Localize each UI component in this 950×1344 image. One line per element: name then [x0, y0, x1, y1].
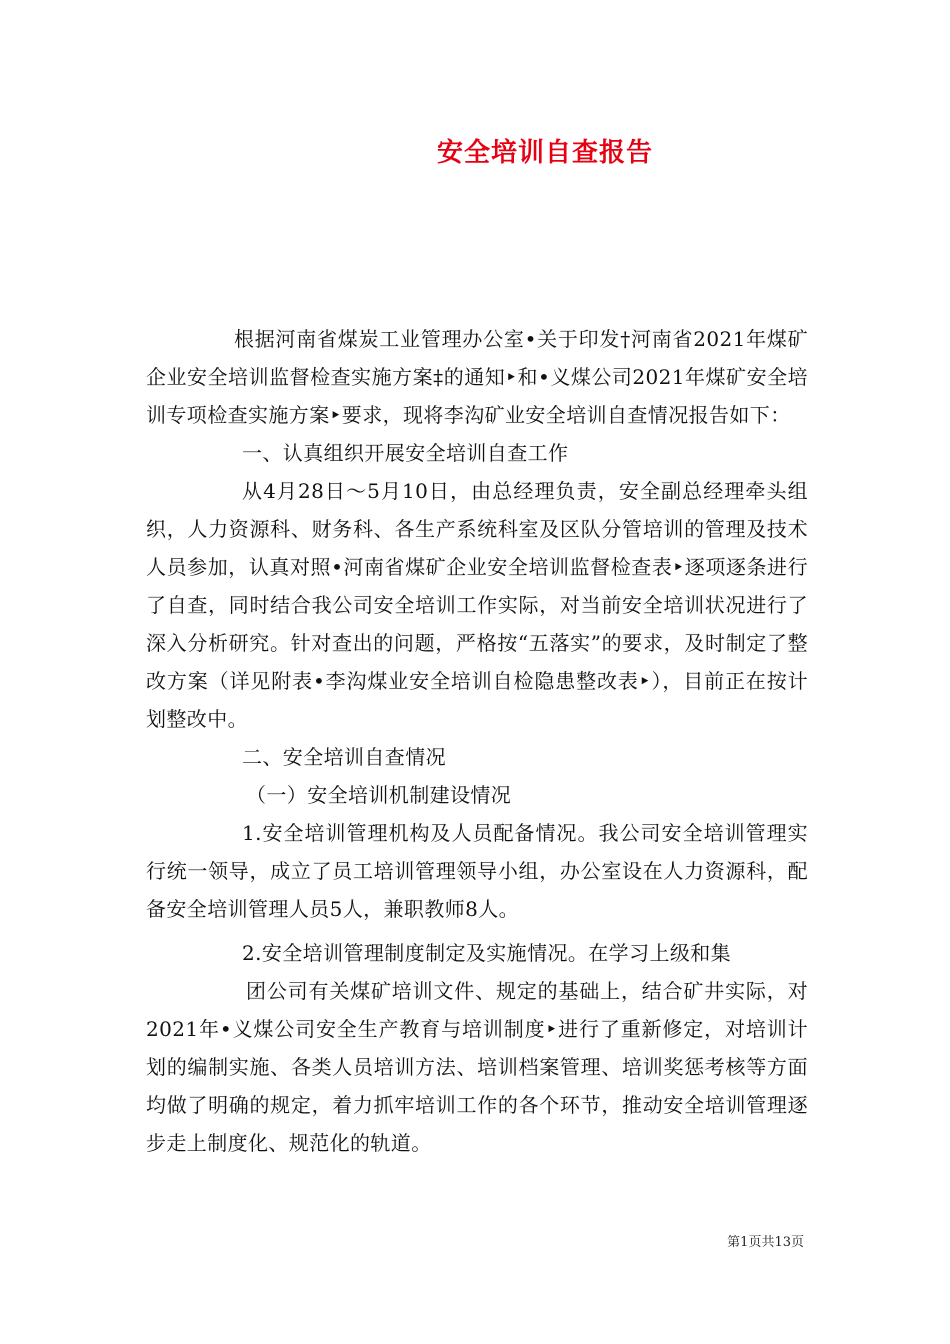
- section-heading-1: 一、认真组织开展安全培训自查工作: [242, 441, 569, 465]
- item-2-continuation: 团公司有关煤矿培训文件、规定的基础上，结合矿井实际，对2021年•义煤公司安全生产教育与培训制度‣进行了重新修定，对培训计划的编制实施、各类人员培训方法、培训档案管理、培训奖惩考核等方面均做了明确的规定，着力抓牢培训工作的各个环节，推动安全培训管理逐步走上制度化、规范化的轨道。: [146, 979, 808, 1155]
- item-2-paragraph: 2.安全培训管理制度制定及实施情况。在学习上级和集: [242, 941, 732, 965]
- subsection-heading-1: （一）安全培训机制建设情况: [246, 783, 512, 807]
- section-heading-2: 二、安全培训自查情况: [242, 745, 446, 769]
- page-title: 安全培训自查报告: [436, 138, 653, 168]
- item-1-paragraph: 1.安全培训管理机构及人员配备情况。我公司安全培训管理实行统一领导，成立了员工培训管理领导小组，办公室设在人力资源科，配备安全培训管理人员5人，兼职教师8人。: [146, 821, 808, 921]
- section-1-paragraph: 从4月28日～5月10日，由总经理负责，安全副总经理牵头组织，人力资源科、财务科、各生产系统科室及区队分管培训的管理及技术人员参加，认真对照•河南省煤矿企业安全培训监督检查表‣逐项逐条进行了自查，同时结合我公司安全培训工作实际，对当前安全培训状况进行了深入分析研究。针对查出的问题，严格按“五落实”的要求，及时制定了整改方案（详见附表•李沟煤业安全培训自检隐患整改表‣），目前正在按计划整改中。: [146, 479, 808, 731]
- page-number: 第1页共13页: [727, 1235, 804, 1250]
- document-body: [146, 320, 808, 1162]
- intro-paragraph: 根据河南省煤炭工业管理办公室•关于印发†河南省2021年煤矿企业安全培训监督检查实施方案‡的通知‣和•义煤公司2021年煤矿安全培训专项检查实施方案‣要求，现将李沟矿业安全培训自查情况报告如下：: [146, 327, 808, 427]
